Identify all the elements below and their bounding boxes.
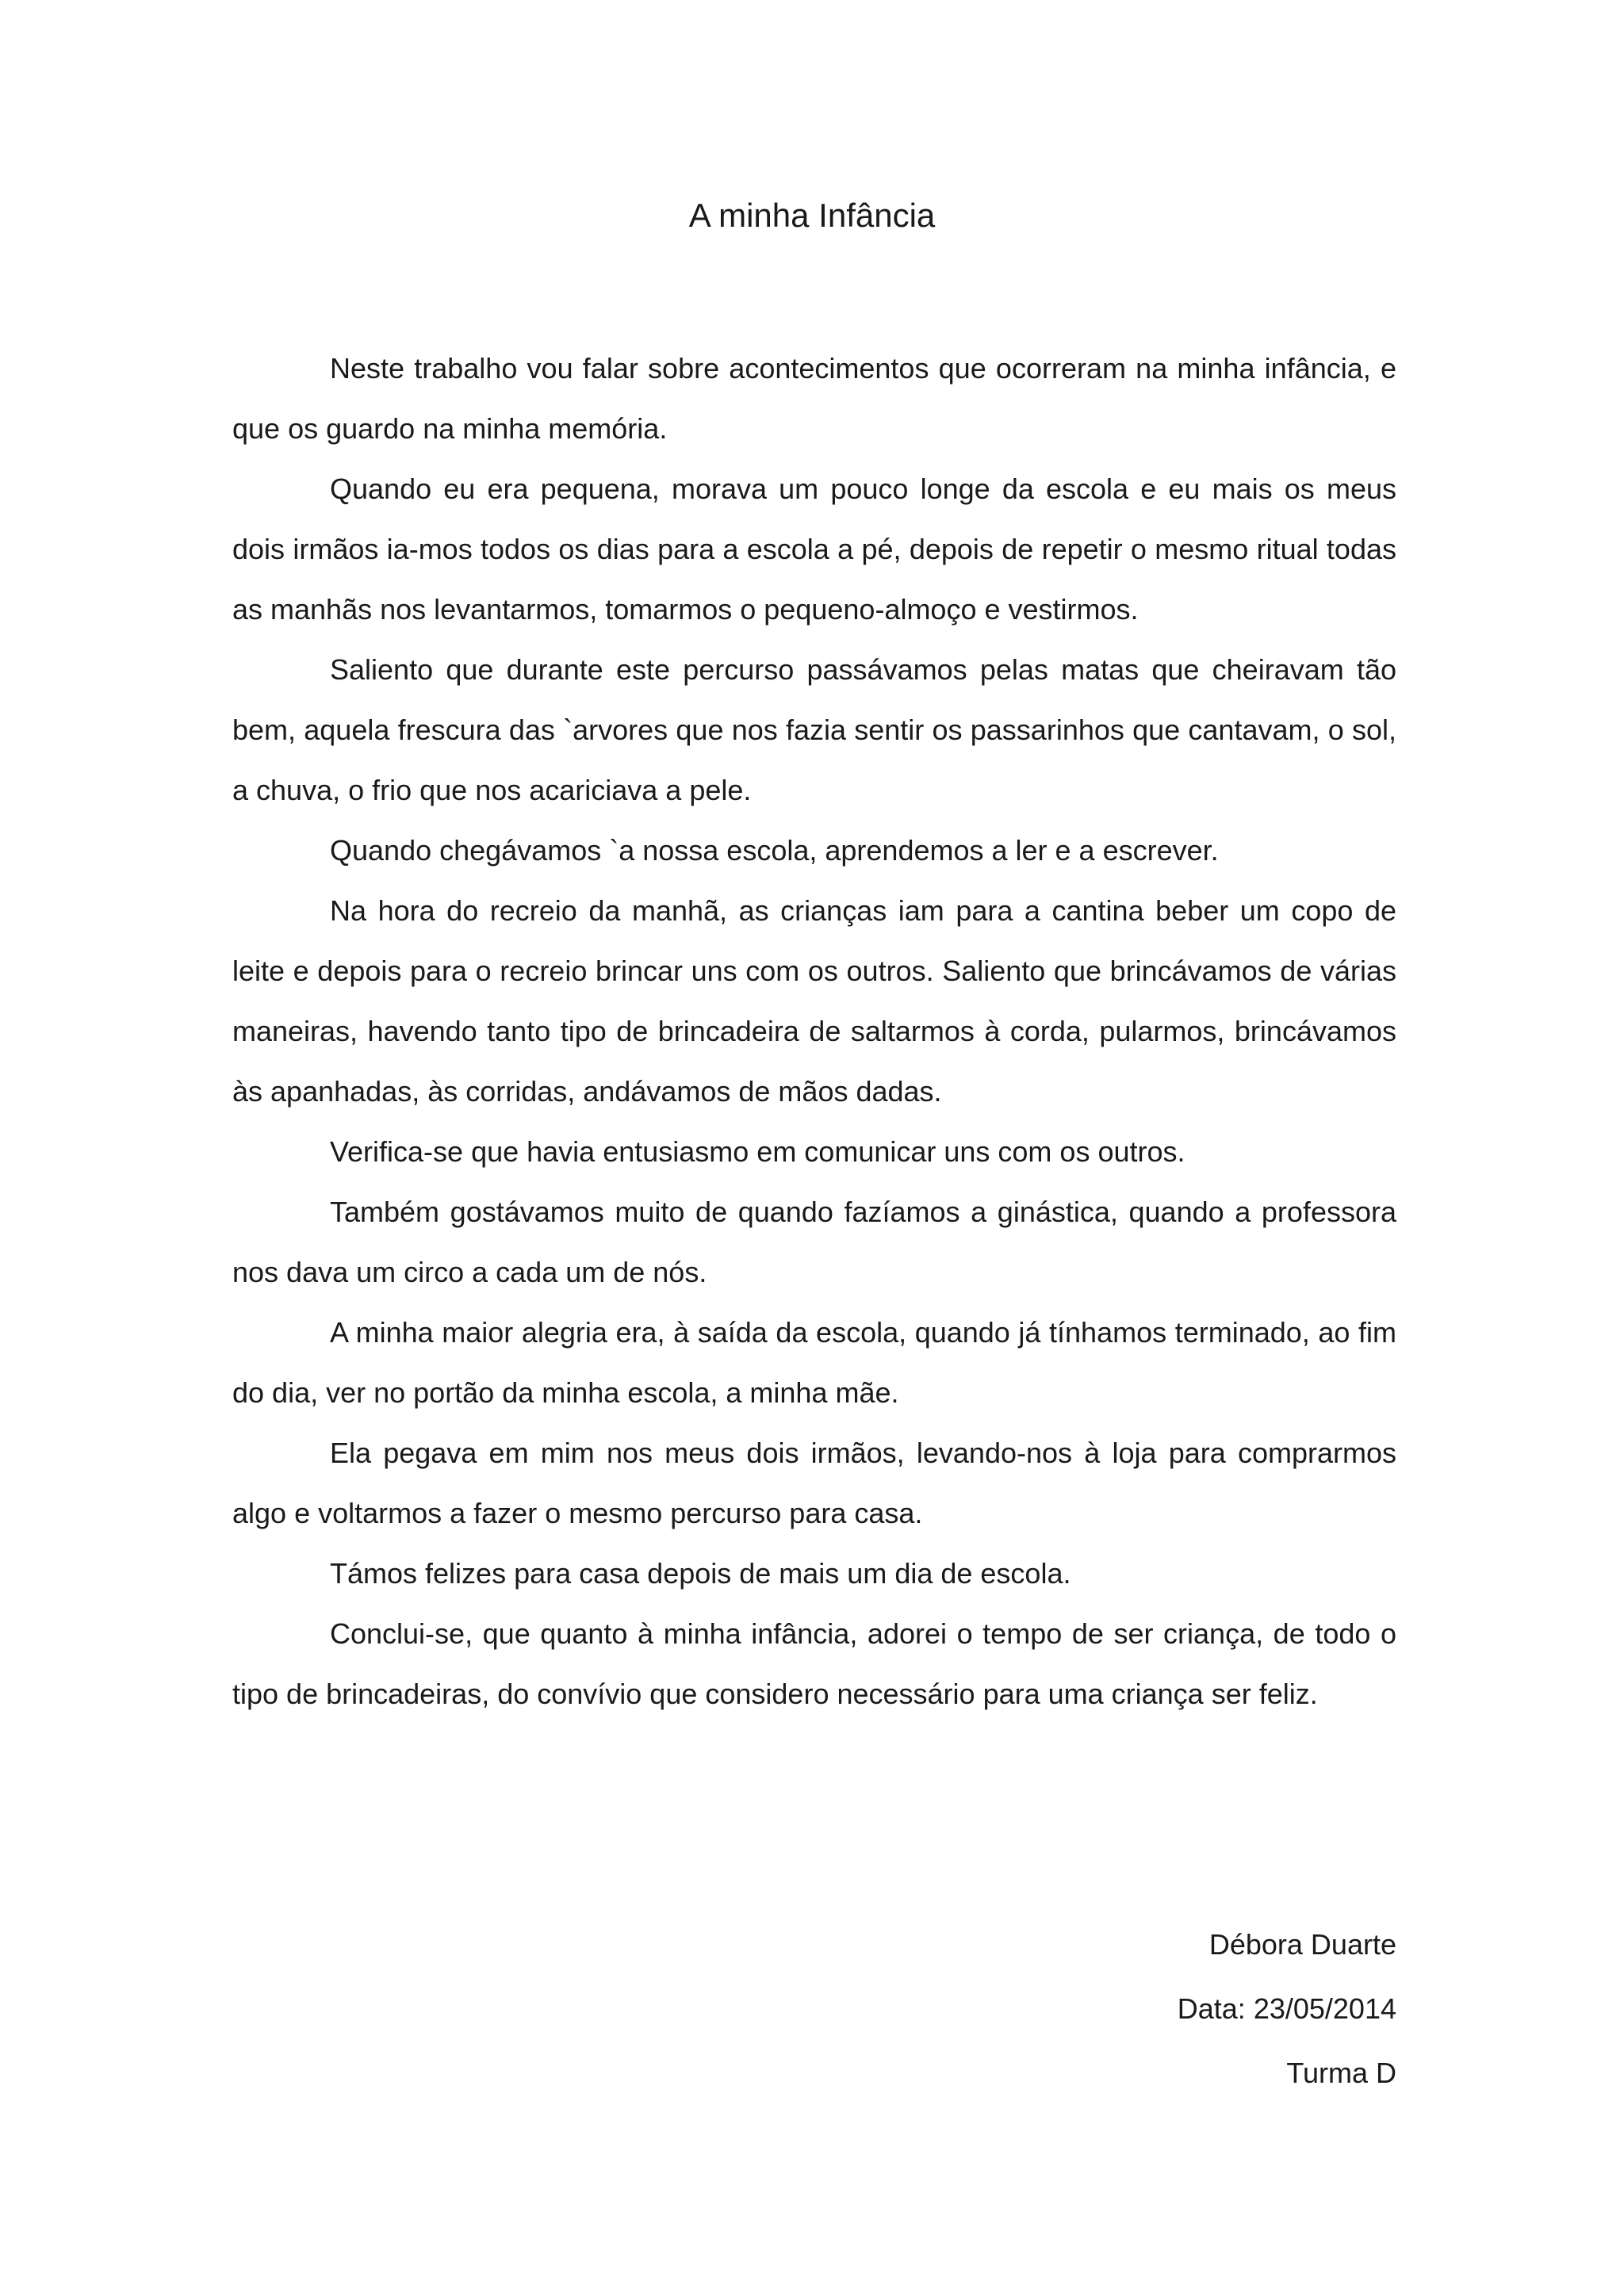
document-date: Data: 23/05/2014 — [1177, 1992, 1396, 2025]
paragraph-7: Também gostávamos muito de quando fazíamos a ginástica, quando a professora nos dava um circo a cada um de nós. — [232, 1196, 1396, 1288]
paragraph-10: Támos felizes para casa depois de mais um dia de escola. — [330, 1557, 1071, 1590]
paragraph-5: Na hora do recreio da manhã, as crianças iam para a cantina beber um copo de leite e depois para o recreio brincar uns com os outros. Saliento que brincávamos de várias maneiras, havendo tanto tipo de brincadeira de saltarmos à corda, pularmos, brincávamos às apanhadas, às corridas, andávamos de mãos dadas. — [232, 894, 1396, 1108]
author-name: Débora Duarte — [1208, 1928, 1396, 1961]
document-title: A minha Infância — [688, 197, 936, 234]
paragraph-3: Saliento que durante este percurso passávamos pelas matas que cheiravam tão bem, aquela frescura das `arvores que nos fazia sentir os passarinhos que cantavam, o sol, a chuva, o frio que nos acariciava a pele. — [232, 653, 1396, 806]
document-body — [232, 339, 1396, 1724]
paragraph-4: Quando chegávamos `a nossa escola, aprendemos a ler e a escrever. — [330, 834, 1219, 867]
signature-block — [1178, 1925, 1396, 2118]
paragraph-6: Verifica-se que havia entusiasmo em comunicar uns com os outros. — [330, 1135, 1185, 1168]
paragraph-2: Quando eu era pequena, morava um pouco longe da escola e eu mais os meus dois irmãos ia-mos todos os dias para a escola a pé, depois de repetir o mesmo ritual todas as manhãs nos levantarmos, tomarmos o pequeno-almoço e vestirmos. — [232, 473, 1396, 626]
paragraph-11: Conclui-se, que quanto à minha infância, adorei o tempo de ser criança, de todo o tipo de brincadeiras, do convívio que considero necessário para uma criança ser feliz. — [232, 1617, 1396, 1710]
paragraph-9: Ela pegava em mim nos meus dois irmãos, levando-nos à loja para comprarmos algo e voltarmos a fazer o mesmo percurso para casa. — [232, 1437, 1396, 1529]
paragraph-1: Neste trabalho vou falar sobre acontecimentos que ocorreram na minha infância, e que os guardo na minha memória. — [232, 352, 1396, 445]
class-label: Turma D — [1286, 2057, 1396, 2089]
paragraph-8: A minha maior alegria era, à saída da escola, quando já tínhamos terminado, ao fim do dia, ver no portão da minha escola, a minha mãe. — [232, 1316, 1396, 1409]
